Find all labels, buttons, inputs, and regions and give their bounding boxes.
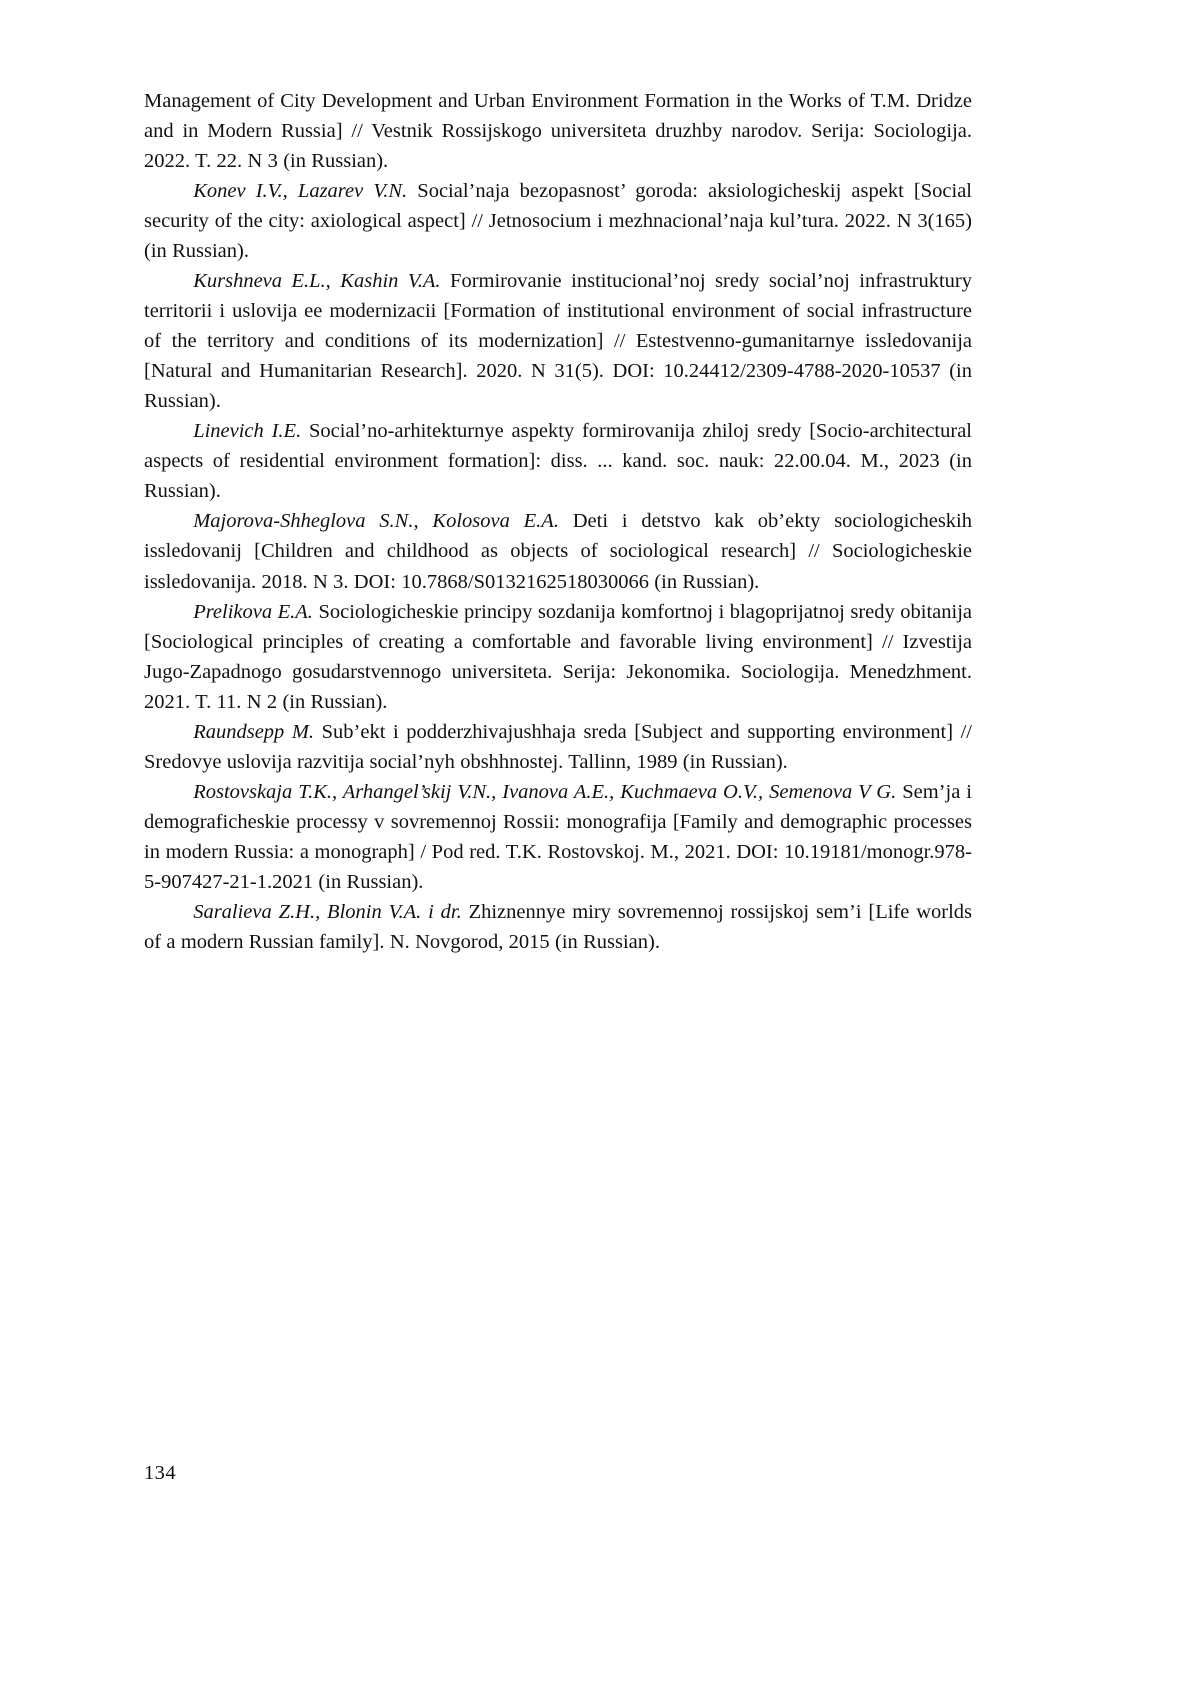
reference-list bbox=[144, 86, 972, 957]
reference-entry bbox=[144, 506, 972, 596]
reference-text: Management of City Development and Urban Environment Formation in the Works of T.M. Dridze and in Modern Russia] // Vestnik Rossijskogo universiteta druzhby narodov. Serija: Sociologija. 2022. T. 22. N 3 (in Russian). bbox=[144, 90, 972, 173]
reference-entry bbox=[144, 777, 972, 897]
reference-entry bbox=[144, 176, 972, 266]
reference-authors: Kurshneva E.L., Kashin V.A. bbox=[193, 270, 441, 293]
reference-entry bbox=[144, 86, 972, 176]
reference-text: Sem’ja i demograficheskie processy v sovremennoj Rossii: monografija [Family and demographic processes in modern Russia: a monograph] / Pod red. T.K. Rostovskoj. M., 2021. DOI: 10.19181/monogr.978-5-907427-21-1.2021 (in Russian). bbox=[144, 780, 972, 893]
reference-text: Social’no-arhitekturnye aspekty formirovanija zhiloj sredy [Socio-architectural aspects of residential environment formation]: diss. ... kand. soc. nauk: 22.00.04. M., 2023 (in Russian). bbox=[144, 420, 972, 503]
reference-authors: Saralieva Z.H., Blonin V.A. i dr. bbox=[193, 900, 462, 923]
page-number: 134 bbox=[144, 1462, 176, 1484]
reference-authors: Konev I.V., Lazarev V.N. bbox=[193, 180, 408, 203]
reference-authors: Majorova-Shheglova S.N., Kolosova E.A. bbox=[193, 510, 559, 533]
reference-text: Sub’ekt i podderzhivajushhaja sreda [Subject and supporting environment] // Sredovye uslovija razvitija social’nyh obshhnostej. Tallinn, 1989 (in Russian). bbox=[144, 720, 972, 773]
reference-text: Social’naja bezopasnost’ goroda: aksiologicheskij aspekt [Social security of the city: axiological aspect] // Jetnosocium i mezhnacional’naja kul’tura. 2022. N 3(165) (in Russian). bbox=[144, 180, 972, 263]
reference-text: Zhiznennye miry sovremennoj rossijskoj sem’i [Life worlds of a modern Russian family]. N. Novgorod, 2015 (in Russian). bbox=[144, 900, 973, 953]
reference-entry bbox=[144, 266, 972, 416]
reference-entry bbox=[144, 597, 972, 717]
reference-text: Formirovanie institucional’noj sredy social’noj infrastruktury territorii i uslovija ee modernizacii [Formation of institutional environment of social infrastructure of the territory and conditions of its modernization] // Estestvenno-gumanitarnye issledovanija [Natural and Humanitarian Research]. 2020. N 31(5). DOI: 10.24412/2309-4788-2020-10537 (in Russian). bbox=[144, 270, 972, 413]
reference-text: Deti i detstvo kak ob’ekty sociologicheskih issledovanij [Children and childhood as objects of sociological research] // Sociologicheskie issledovanija. 2018. N 3. DOI: 10.7868/S0132162518030066 (in Russian). bbox=[144, 510, 972, 593]
reference-authors: Rostovskaja T.K., Arhangel’skij V.N., Ivanova A.E., Kuchmaeva O.V., Semenova V G. bbox=[193, 780, 897, 803]
reference-entry bbox=[144, 416, 972, 506]
reference-authors: Prelikova E.A. bbox=[193, 600, 313, 623]
reference-authors: Raundsepp M. bbox=[193, 720, 315, 743]
reference-authors: Linevich I.E. bbox=[193, 420, 302, 443]
reference-entry bbox=[144, 897, 972, 957]
reference-entry bbox=[144, 717, 972, 777]
reference-text: Sociologicheskie principy sozdanija komfortnoj i blagoprijatnoj sredy obitanija [Sociological principles of creating a comfortable and favorable living environment] // Izvestija Jugo-Zapadnogo gosudarstvennogo universiteta. Serija: Jekonomika. Sociologija. Menedzhment. 2021. T. 11. N 2 (in Russian). bbox=[144, 600, 972, 713]
